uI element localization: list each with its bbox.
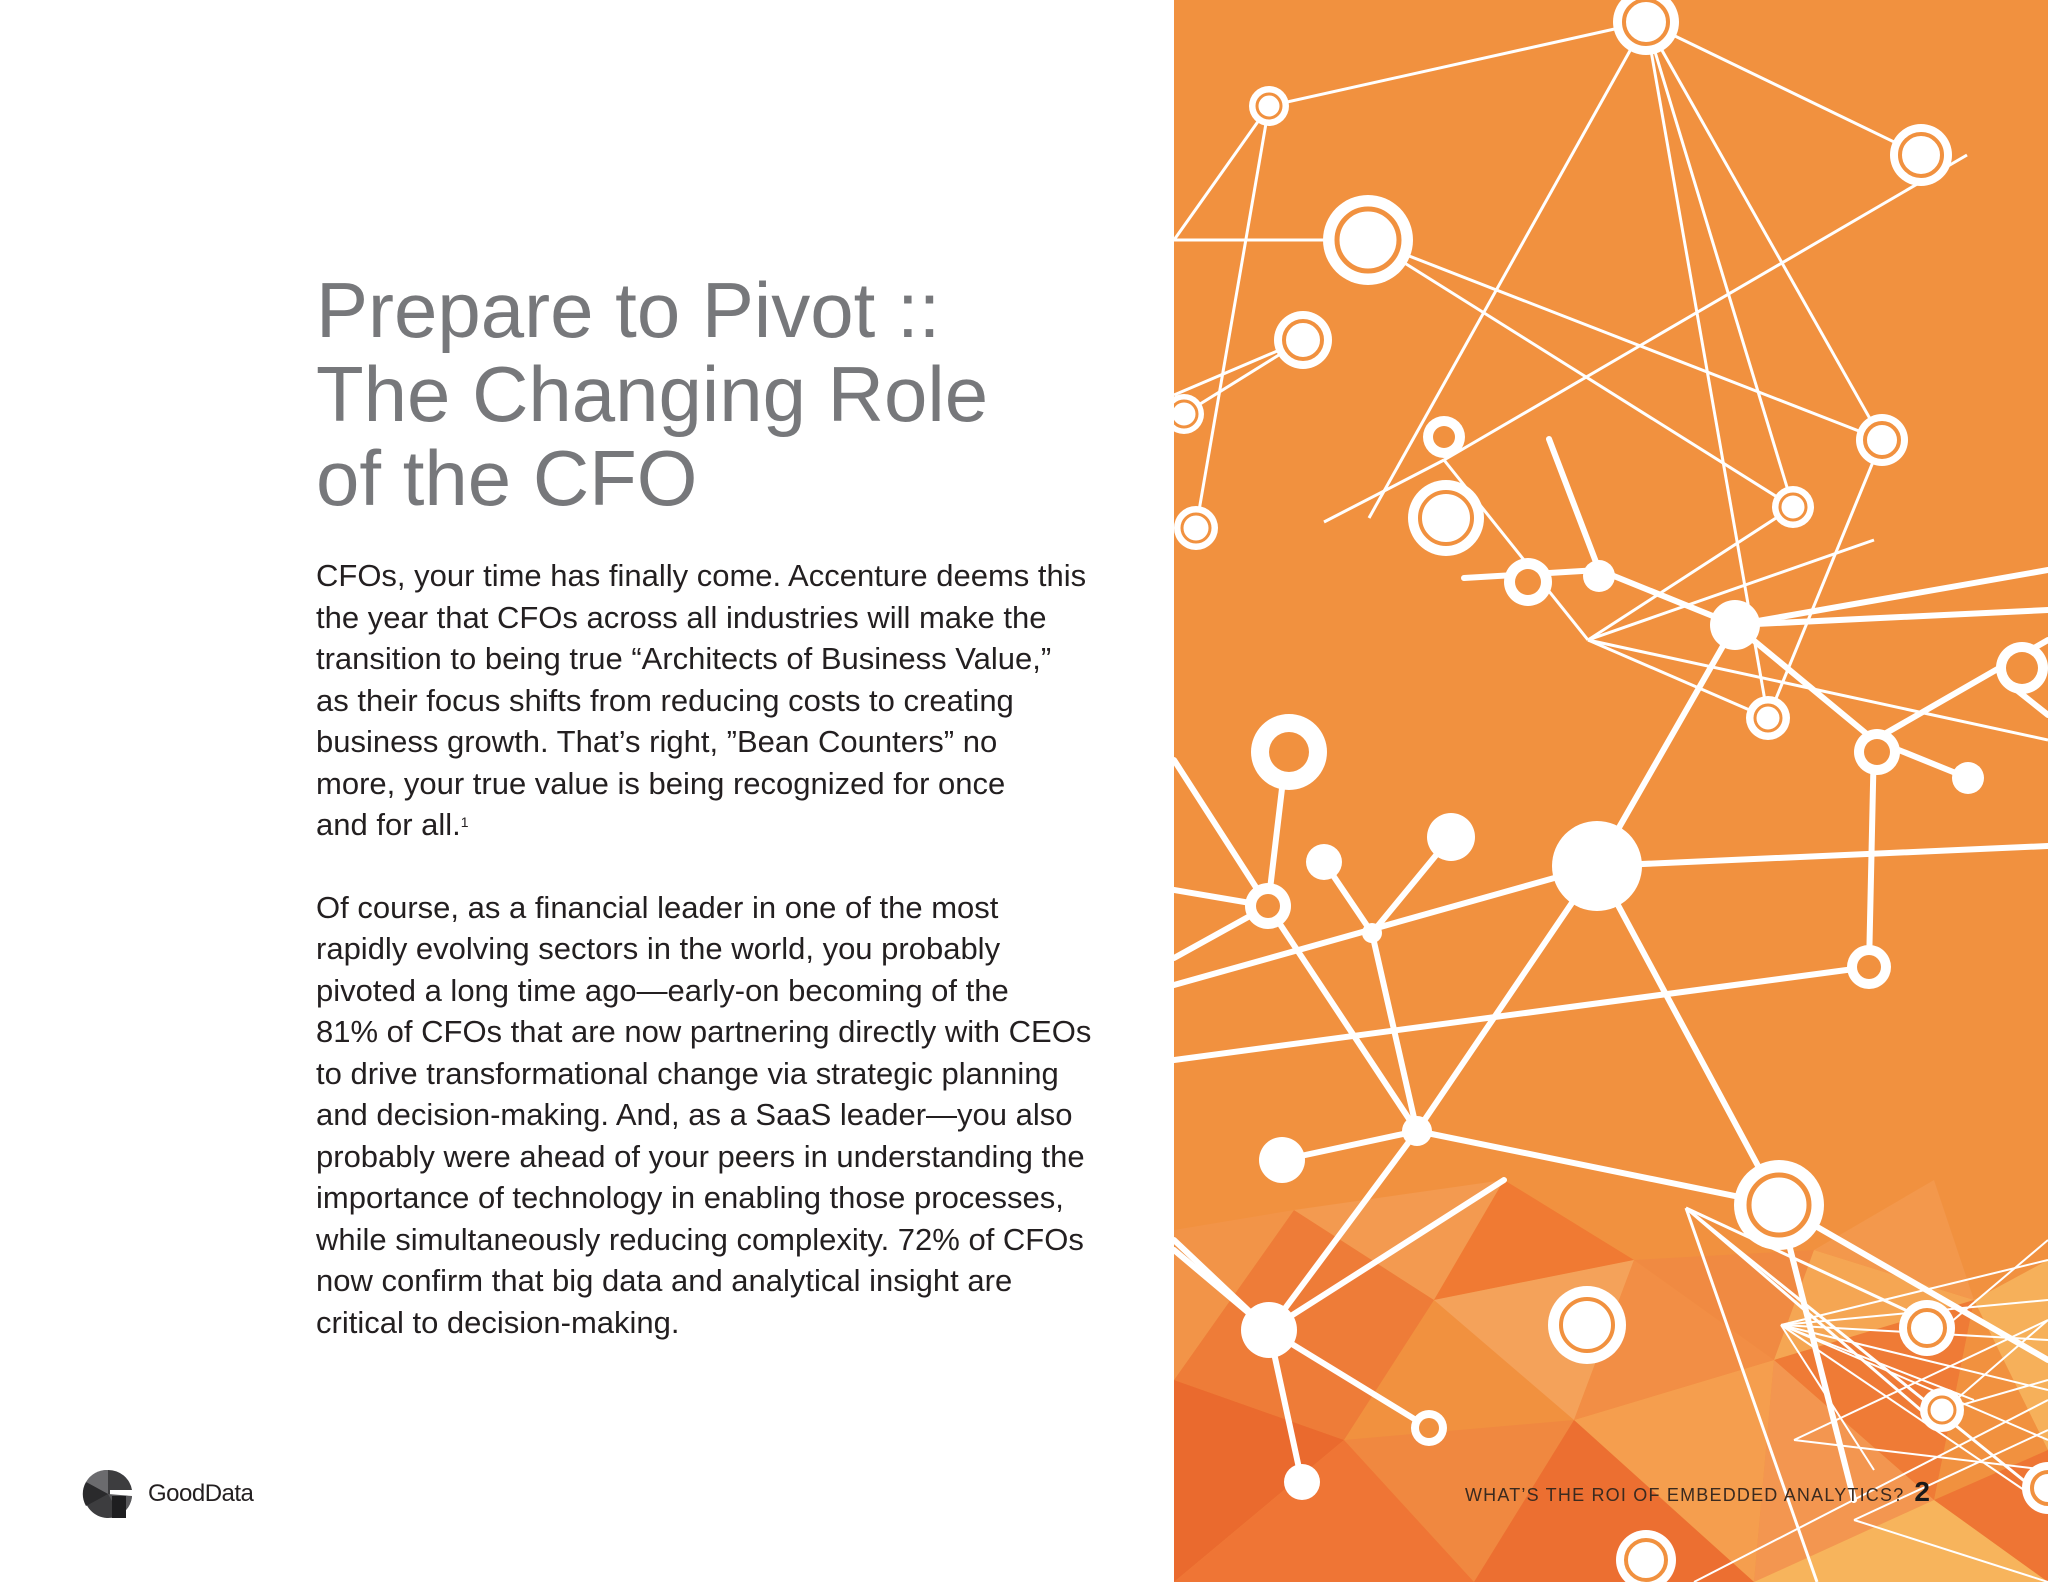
text-line: business growth. That’s right, ”Bean Counters” no [316,724,998,759]
text-line: transition to being true “Architects of Business Value,” [316,641,1052,676]
page-number: 2 [1914,1476,1930,1507]
text-line: more, your true value is being recognized for once [316,765,1006,801]
title-line-2: The Changing Role [316,350,989,438]
text-line: while simultaneously reducing complexity. 72% of CFOs [316,1221,1084,1257]
text-line-with-footnote [316,804,1136,846]
page-title [316,268,1136,520]
paragraph-2 [316,887,1136,1344]
text-line: as their focus shifts from reducing costs to creating [316,682,1014,718]
text-line: Of course, as a financial leader in one of the most [316,889,999,925]
logo-wordmark: GoodData [148,1480,254,1507]
body-text [316,555,1136,1384]
gooddata-logo [82,1466,253,1522]
footer-title: WHAT’S THE ROI OF EMBEDDED ANALYTICS? [1464,1485,1905,1505]
text-line: importance of technology in enabling those processes, [316,1180,1064,1215]
text-line: CFOs, your time has finally come. Accenture deems this [316,558,1087,593]
text-line: and for all. [316,807,461,842]
gooddata-mark-icon [82,1468,134,1520]
text-line: now confirm that big data and analytical insight are [316,1263,1013,1298]
text-line: the year that CFOs across all industries will make the [316,599,1047,635]
text-line: critical to decision-making. [316,1304,680,1340]
network-graphic-panel [1174,0,2048,1582]
title-line-3: of the CFO [316,434,698,522]
paragraph-1 [316,555,1136,846]
page-footer [1465,1476,1930,1508]
title-line-1: Prepare to Pivot :: [316,266,941,354]
text-line: pivoted a long time ago—early-on becoming of the [316,972,1009,1008]
network-graphic [1174,0,2048,1582]
text-line: probably were ahead of your peers in understanding the [316,1138,1085,1174]
footnote-marker: 1 [460,814,469,830]
text-line: rapidly evolving sectors in the world, you probably [316,931,1001,966]
text-line: 81% of CFOs that are now partnering directly with CEOs [316,1014,1092,1049]
text-line: and decision-making. And, as a SaaS leader—you also [316,1097,1073,1132]
text-line: to drive transformational change via strategic planning [316,1055,1059,1091]
